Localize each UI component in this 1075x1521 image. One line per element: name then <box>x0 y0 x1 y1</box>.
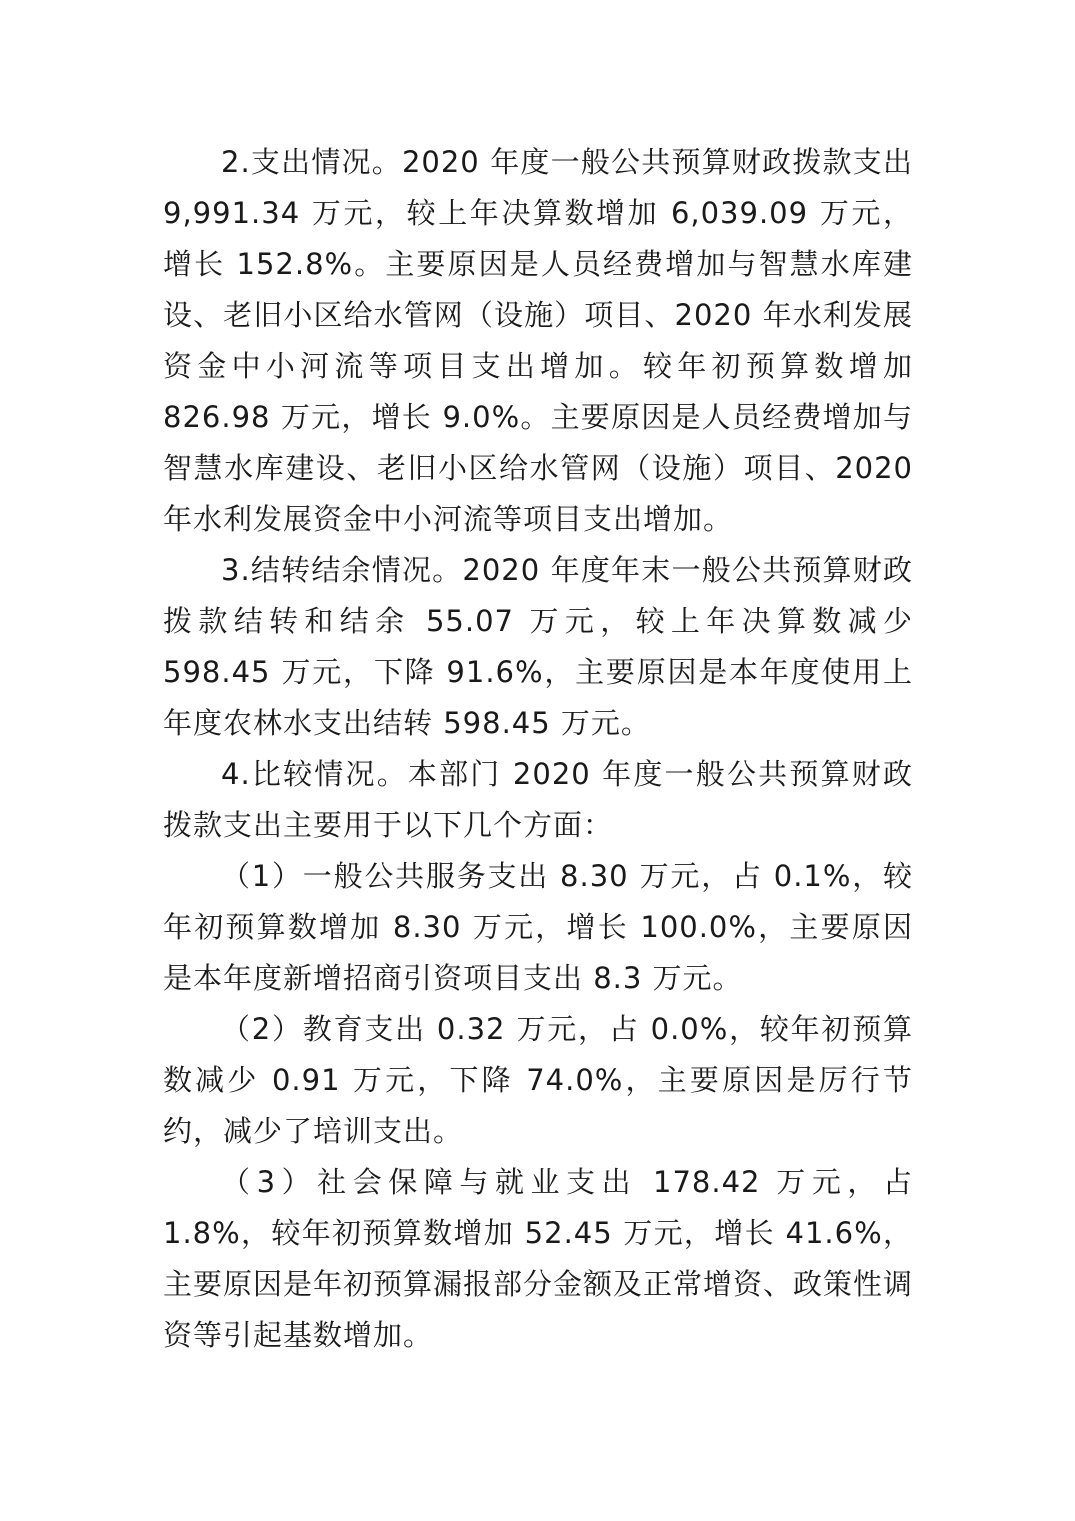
paragraph-education: （2）教育支出 0.32 万元，占 0.0%，较年初预算数减少 0.91 万元，下降 74.0%，主要原因是厉行节约，减少了培训支出。 <box>163 1012 913 1148</box>
paragraph-social-security: （3）社会保障与就业支出 178.42 万元，占 1.8%，较年初预算数增加 52.45 万元，增长 41.6%，主要原因是年初预算漏报部分金额及正常增资、政策性调资等引起基数增加。 <box>163 1165 914 1352</box>
document-body <box>163 137 913 1361</box>
paragraph-comparison: 4.比较情况。本部门 2020 年度一般公共预算财政拨款支出主要用于以下几个方面： <box>163 757 913 842</box>
paragraph-expenditure: 2.支出情况。2020 年度一般公共预算财政拨款支出 9,991.34 万元，较上年决算数增加 6,039.09 万元，增长 152.8%。主要原因是人员经费增加与智慧水库建设、老旧小区给水管网（设施）项目、2020 年水利发展资金中小河流等项目支出增加。较年初预算数增加 826.98 万元，增长 9.0%。主要原因是人员经费增加与智慧水库建设、老旧小区给水管网（设施）项目、2020 年水利发展资金中小河流等项目支出增加。 <box>163 145 913 536</box>
paragraph-carryover: 3.结转结余情况。2020 年度年末一般公共预算财政拨款结转和结余 55.07 万元，较上年决算数减少 598.45 万元，下降 91.6%，主要原因是本年度使用上年度农林水支出结转 598.45 万元。 <box>163 553 913 740</box>
paragraph-general-public-services: （1）一般公共服务支出 8.30 万元，占 0.1%，较年初预算数增加 8.30 万元，增长 100.0%，主要原因是本年度新增招商引资项目支出 8.3 万元。 <box>163 859 913 995</box>
